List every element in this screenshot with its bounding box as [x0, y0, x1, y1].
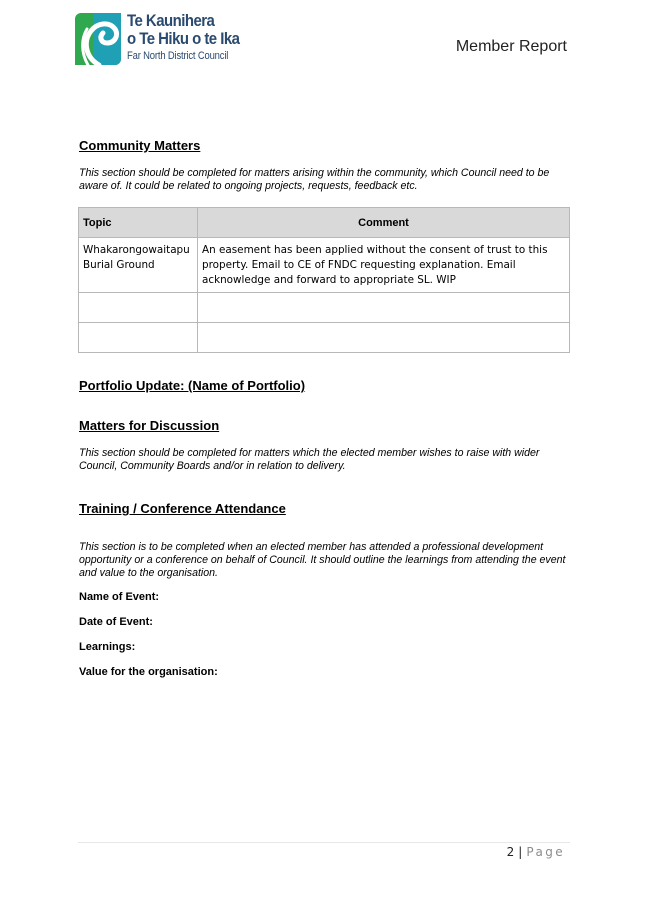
footer-divider	[78, 842, 570, 843]
table-header-row	[79, 208, 570, 238]
logo-line-1: Te Kaunihera	[127, 11, 215, 30]
table-row	[79, 238, 570, 293]
community-matters-heading: Community Matters	[79, 138, 201, 153]
training-heading: Training / Conference Attendance	[79, 501, 286, 516]
page-word: Page	[526, 845, 565, 859]
community-matters-intro: This section should be completed for matters arising within the community, which Council need to be aware of. It could be related to ongoing projects, requests, feedback etc.	[79, 167, 550, 192]
field-value-for-organisation: Value for the organisation:	[79, 666, 218, 678]
table-header-topic: Topic	[79, 208, 198, 238]
table-cell-comment	[198, 323, 570, 353]
page-footer	[507, 845, 565, 859]
table-cell-topic	[79, 323, 198, 353]
table-row	[79, 293, 570, 323]
matters-for-discussion-intro: This section should be completed for matters which the elected member wishes to raise with wider Council, Community Boards and/or in relation to delivery.	[79, 447, 540, 472]
community-matters-table	[78, 207, 570, 353]
report-title: Member Report	[455, 38, 567, 55]
matters-for-discussion-heading: Matters for Discussion	[79, 418, 220, 433]
logo-line-3: Far North District Council	[127, 50, 229, 62]
table-cell-comment: An easement has been applied without the consent of trust to this property. Email to CE of FNDC requesting explanation. Email acknowledge and forward to appropriate SL. WIP	[198, 238, 570, 293]
training-intro: This section is to be completed when an elected member has attended a professional development opportunity or a conference on behalf of Council. It should outline the learnings from attending the event and value to the organisation.	[79, 541, 566, 579]
portfolio-update-heading: Portfolio Update: (Name of Portfolio)	[79, 378, 306, 393]
council-logo-icon	[75, 13, 121, 65]
council-logo-text	[127, 12, 255, 62]
footer-separator: |	[518, 845, 523, 859]
field-date-of-event: Date of Event:	[79, 616, 153, 628]
page-number: 2	[506, 845, 515, 859]
table-cell-comment	[198, 293, 570, 323]
field-learnings: Learnings:	[79, 641, 136, 653]
table-row	[79, 323, 570, 353]
field-name-of-event: Name of Event:	[79, 591, 160, 603]
logo-line-2: o Te Hiku o te Ika	[127, 29, 240, 48]
table-cell-topic	[79, 293, 198, 323]
table-cell-topic: Whakarongowaitapu Burial Ground	[79, 238, 198, 293]
table-header-comment: Comment	[198, 208, 570, 238]
